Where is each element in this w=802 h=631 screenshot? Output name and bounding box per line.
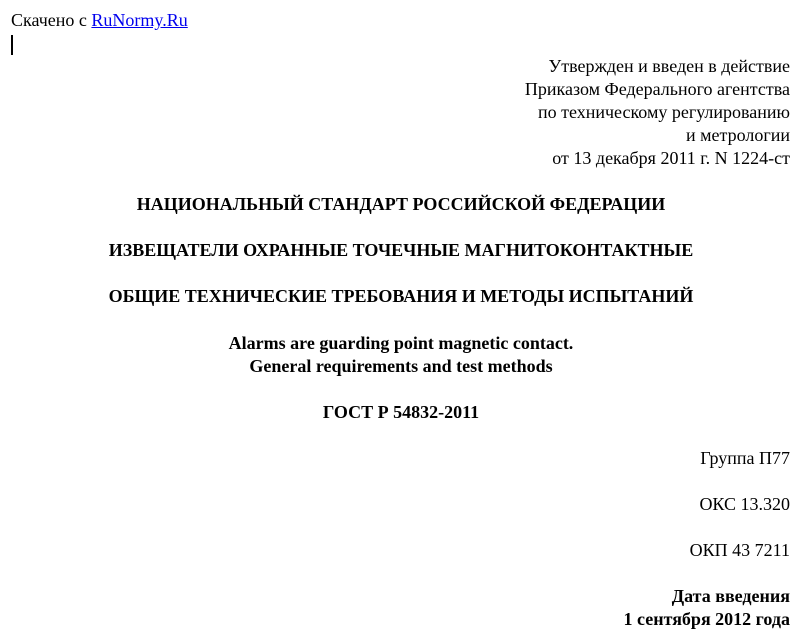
group-code: Группа П77 (700, 448, 790, 468)
approval-line: Приказом Федерального агентства (524, 79, 790, 99)
source-line (11, 9, 188, 32)
english-subtitle: General requirements and test methods (249, 356, 553, 376)
approval-line: Утвержден и введен в действие (548, 56, 790, 76)
source-prefix: Скачено с (11, 10, 92, 30)
approval-line: от 13 декабря 2011 г. N 1224-ст (552, 148, 790, 168)
introduction-date: 1 сентября 2012 года (623, 609, 790, 629)
source-link[interactable]: RuNormy.Ru (91, 10, 188, 30)
standard-type-heading: НАЦИОНАЛЬНЫЙ СТАНДАРТ РОССИЙСКОЙ ФЕДЕРАЦИИ (136, 194, 666, 214)
text-cursor (11, 35, 13, 55)
oks-code: ОКС 13.320 (699, 494, 790, 514)
standard-name-heading: ИЗВЕЩАТЕЛИ ОХРАННЫЕ ТОЧЕЧНЫЕ МАГНИТОКОНТАКТНЫЕ (108, 240, 694, 260)
approval-line: по техническому регулированию (537, 102, 790, 122)
approval-block (525, 55, 790, 170)
standard-subtitle-heading: ОБЩИЕ ТЕХНИЧЕСКИЕ ТРЕБОВАНИЯ И МЕТОДЫ ИСПЫТАНИЙ (108, 286, 694, 306)
standard-code: ГОСТ Р 54832-2011 (322, 402, 480, 422)
introduction-label: Дата введения (671, 586, 790, 606)
english-title: Alarms are guarding point magnetic contact. (228, 333, 574, 353)
approval-line: и метрологии (686, 125, 790, 145)
okp-code: ОКП 43 7211 (689, 540, 790, 560)
